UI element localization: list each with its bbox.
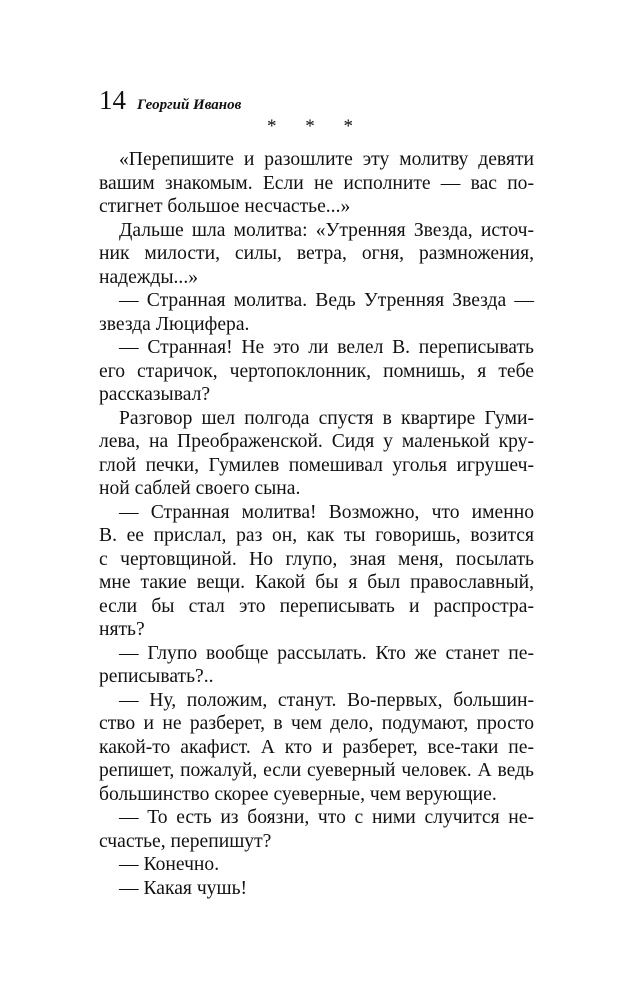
text-line: Разговор шел полгода спустя в квартире Гуми- bbox=[119, 407, 534, 429]
text-line: Дальше шла молитва: «Утренняя Звезда, источ- bbox=[119, 219, 534, 241]
text-line: звезда Люцифера. bbox=[99, 313, 250, 335]
text-line: — Ну, положим, станут. Во-первых, большин- bbox=[119, 689, 534, 711]
text-line: глой печки, Гумилев помешивал уголья игрушеч- bbox=[99, 454, 534, 476]
text-line: его старичок, чертопоклонник, помнишь, я тебе bbox=[99, 360, 534, 382]
text-line: — Глупо вообще рассылать. Кто же станет пе- bbox=[119, 642, 534, 664]
text-line: надежды...» bbox=[99, 266, 199, 288]
text-line: лева, на Преображенской. Сидя у маленькой кру- bbox=[99, 431, 534, 452]
text-line: счастье, перепишут? bbox=[99, 830, 272, 852]
text-line: — Странная! Не это ли велел В. переписывать bbox=[119, 337, 534, 358]
text-line: реписывать?.. bbox=[99, 666, 214, 687]
text-line: с чертовщиной. Но глупо, зная меня, посылать bbox=[99, 548, 534, 570]
text-line: ник милости, силы, ветра, огня, размножения, bbox=[99, 243, 534, 264]
section-break-asterisks: * * * bbox=[267, 116, 365, 137]
page-header bbox=[99, 84, 241, 116]
text-line: — То есть из боязни, что с ними случится не- bbox=[119, 807, 534, 828]
text-line: большинство скорее суеверные, чем верующие. bbox=[99, 783, 497, 805]
text-line: ство и не разберет, в чем дело, подумают, просто bbox=[99, 713, 534, 734]
text-line: стигнет большое несчастье...» bbox=[99, 196, 351, 217]
text-line: вашим знакомым. Если не исполните — вас по- bbox=[99, 172, 534, 194]
text-line: ной саблей своего сына. bbox=[99, 478, 301, 499]
text-line: если бы стал это переписывать и распростра- bbox=[99, 595, 534, 617]
text-line: — Странная молитва! Возможно, что именно bbox=[119, 501, 534, 523]
text-line: мне такие вещи. Какой бы я был православный, bbox=[99, 572, 534, 593]
text-line: — Странная молитва. Ведь Утренняя Звезда — bbox=[119, 290, 534, 311]
body-text bbox=[99, 148, 534, 900]
text-line: рассказывал? bbox=[99, 384, 211, 405]
running-head-author: Георгий Иванов bbox=[137, 97, 242, 113]
text-line: репишет, пожалуй, если суеверный человек. А ведь bbox=[99, 760, 534, 781]
text-line: «Перепишите и разошлите эту молитву девяти bbox=[119, 149, 534, 170]
text-line: нять? bbox=[99, 619, 145, 640]
text-line: какой-то акафист. А кто и разберет, все-таки пе- bbox=[99, 736, 534, 758]
text-line: — Какая чушь! bbox=[119, 877, 248, 899]
page-number: 14 bbox=[99, 85, 126, 115]
text-line: — Конечно. bbox=[119, 854, 220, 875]
text-line: В. ее прислал, раз он, как ты говоришь, возится bbox=[99, 525, 534, 546]
